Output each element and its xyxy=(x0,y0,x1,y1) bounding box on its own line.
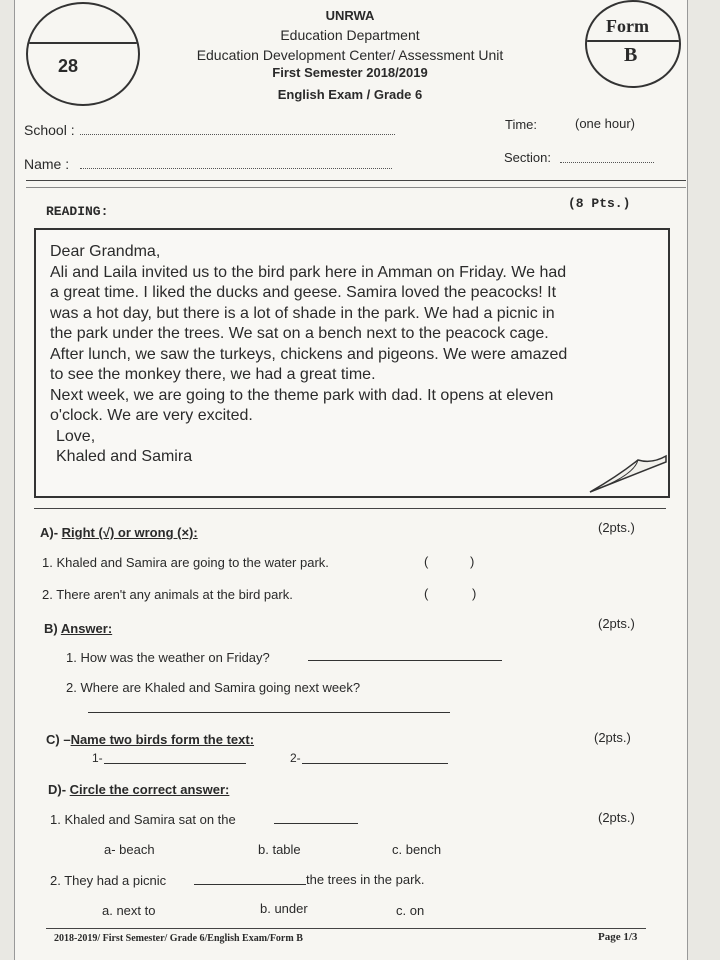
section-d-question-2-tail: the trees in the park. xyxy=(306,872,425,887)
section-b-points: (2pts.) xyxy=(598,616,635,631)
section-a-item-1: 1. Khaled and Samira are going to the water park. xyxy=(42,555,329,570)
section-d-title: D)- Circle the correct answer: xyxy=(48,782,230,797)
passage-line: Khaled and Samira xyxy=(56,448,193,465)
section-label: Section: xyxy=(504,150,551,165)
school-label: School : xyxy=(24,122,75,138)
answer-line[interactable] xyxy=(194,884,306,885)
header-divider xyxy=(26,180,686,181)
header-divider-2 xyxy=(26,187,686,188)
name-field[interactable] xyxy=(80,168,392,169)
section-b-item-1: 1. How was the weather on Friday? xyxy=(66,650,270,665)
reading-divider xyxy=(34,508,666,509)
blank-2-label: 2- xyxy=(290,751,301,765)
passage-line: o'clock. We are very excited. xyxy=(50,407,253,424)
semester: First Semester 2018/2019 xyxy=(272,65,428,80)
option-a[interactable]: a. next to xyxy=(102,903,156,918)
section-c-points: (2pts.) xyxy=(594,730,631,745)
answer-line[interactable] xyxy=(274,823,358,824)
section-a-title: A)- Right (√) or wrong (×): xyxy=(40,525,198,540)
passage-line: was a hot day, but there is a lot of shade in the park. We had a picnic in xyxy=(50,304,555,322)
answer-bracket-open: ( xyxy=(424,554,429,569)
org-name: UNRWA xyxy=(325,8,375,23)
reading-passage xyxy=(50,242,660,468)
passage-line: Dear Grandma, xyxy=(50,243,161,260)
score-value: 28 xyxy=(58,56,79,76)
section-field[interactable] xyxy=(560,162,654,163)
passage-line: a great time. I liked the ducks and geese. Samira loved the peacocks! It xyxy=(50,284,557,301)
section-a-item-2: 2. There aren't any animals at the bird park. xyxy=(42,587,293,602)
exam-title: English Exam / Grade 6 xyxy=(277,87,423,102)
option-c[interactable]: c. bench xyxy=(392,842,442,857)
name-label: Name : xyxy=(24,156,70,172)
passage-line: the park under the trees. We sat on a bench next to the peacock cage. xyxy=(50,325,549,342)
answer-line[interactable] xyxy=(88,712,450,713)
answer-line[interactable] xyxy=(308,660,502,661)
section-d-question-2: 2. They had a picnic xyxy=(50,873,167,888)
school-field[interactable] xyxy=(80,134,395,135)
answer-line[interactable] xyxy=(302,763,448,764)
option-b[interactable]: b. table xyxy=(258,842,301,857)
answer-bracket-close[interactable]: ) xyxy=(472,586,477,601)
form-label: Form xyxy=(606,16,649,36)
section-d-question-1: 1. Khaled and Samira sat on the xyxy=(50,812,236,827)
passage-line: Next week, we are going to the theme park with dad. It opens at eleven xyxy=(50,386,554,404)
answer-line[interactable] xyxy=(104,763,246,764)
passage-line: Love, xyxy=(56,427,96,445)
blank-1-label: 1- xyxy=(92,751,103,765)
department: Education Department xyxy=(280,27,420,43)
passage-line: to see the monkey there, we had a great time. xyxy=(50,366,376,383)
unit: Education Development Center/ Assessment Unit xyxy=(196,47,504,63)
form-value: B xyxy=(624,44,638,66)
section-d-points: (2pts.) xyxy=(598,810,635,825)
section-c-title: C) –Name two birds form the text: xyxy=(46,732,255,747)
answer-bracket-open: ( xyxy=(424,586,429,601)
footer-page: Page 1/3 xyxy=(598,931,638,943)
section-b-title: B) Answer: xyxy=(44,621,113,636)
reading-title: READING: xyxy=(46,204,109,219)
option-c[interactable]: c. on xyxy=(396,903,425,918)
time-value: (one hour) xyxy=(575,116,635,131)
answer-bracket-close[interactable]: ) xyxy=(470,554,475,569)
passage-line: After lunch, we saw the turkeys, chickens and pigeons. We were amazed xyxy=(50,345,568,363)
reading-points: (8 Pts.) xyxy=(568,196,631,211)
footer-left: 2018-2019/ First Semester/ Grade 6/English Exam/Form B xyxy=(54,933,303,944)
option-a[interactable]: a- beach xyxy=(104,842,155,857)
score-circle xyxy=(26,2,140,106)
footer-divider xyxy=(46,928,646,929)
time-label: Time: xyxy=(505,117,538,132)
section-b-item-2: 2. Where are Khaled and Samira going next week? xyxy=(66,680,361,695)
option-b[interactable]: b. under xyxy=(260,901,308,916)
section-a-points: (2pts.) xyxy=(598,520,635,535)
passage-line: Ali and Laila invited us to the bird park here in Amman on Friday. We had xyxy=(50,263,567,281)
